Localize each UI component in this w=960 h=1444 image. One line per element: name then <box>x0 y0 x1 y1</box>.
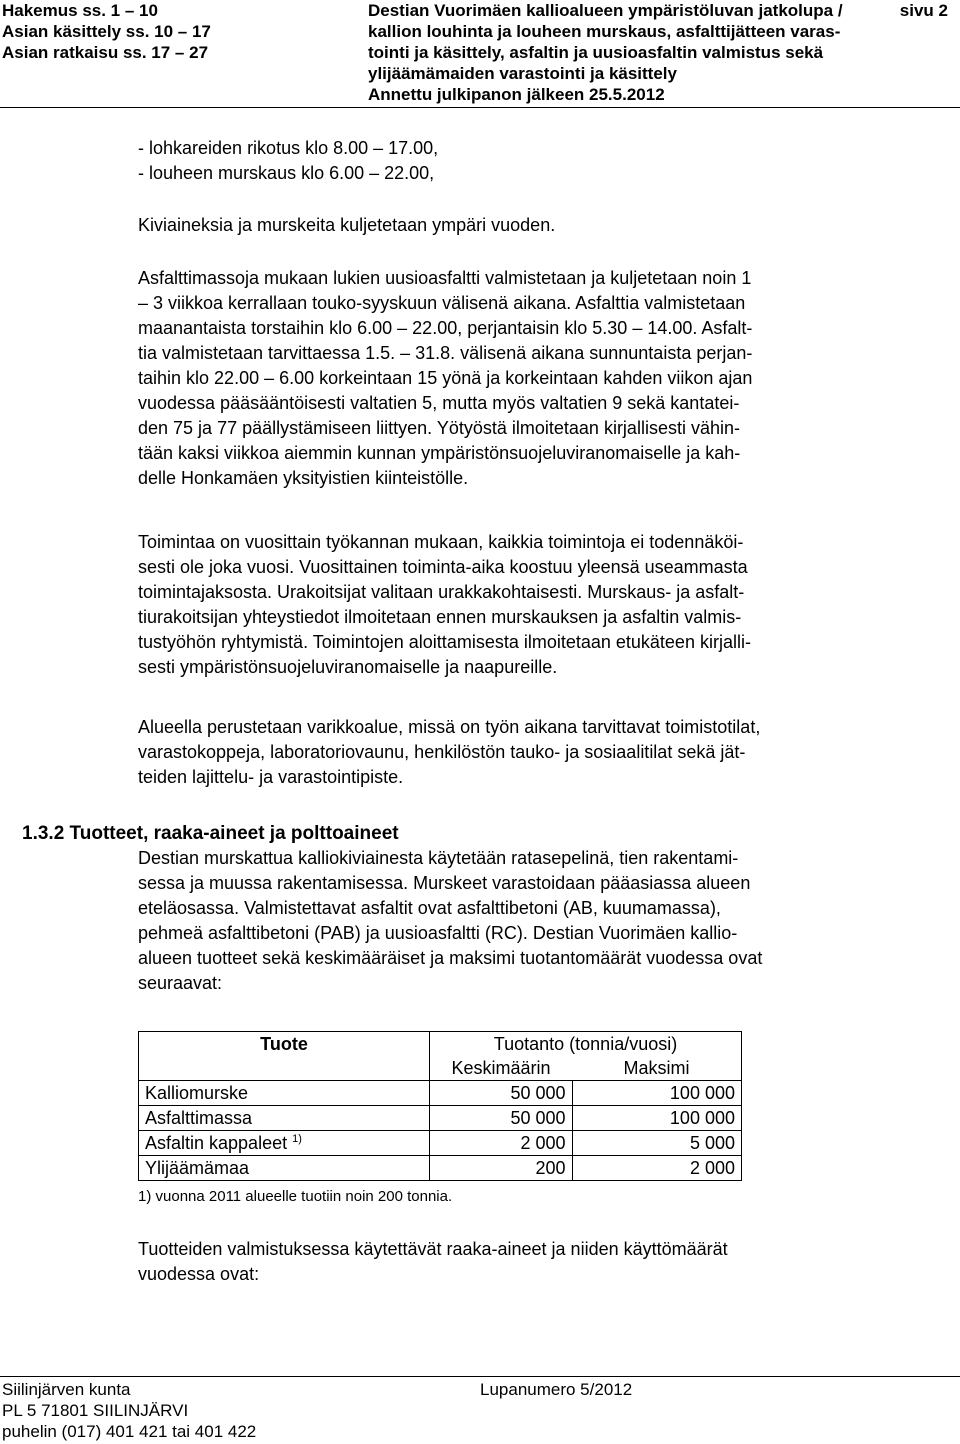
table-header-max: Maksimi <box>572 1056 742 1081</box>
page-number: sivu 2 <box>899 1 948 20</box>
table-subheader-row <box>139 1056 742 1081</box>
section-heading <box>22 821 399 846</box>
header-title-line: Destian Vuorimäen kallioalueen ympäristöluvan jatkolupa / <box>368 1 843 20</box>
footer-line: PL 5 71801 SIILINJÄRVI <box>2 1401 189 1420</box>
table-header-production: Tuotanto (tonnia/vuosi) <box>430 1032 742 1057</box>
table-cell-avg: 50 000 <box>430 1106 573 1131</box>
header-title-line: kallion louhinta ja louheen murskaus, asfalttijätteen varas- <box>368 22 841 41</box>
paragraph-line: – 3 viikkoa kerrallaan touko-syyskuun välisenä aikana. Asfalttia valmistetaan <box>138 293 746 313</box>
paragraph-asphalt <box>138 266 938 491</box>
paragraph-line: toimintajaksosta. Urakoitsijat valitaan urakkakohtaisesti. Murskaus- ja asfalt- <box>138 582 745 602</box>
header-section-line: Asian käsittely ss. 10 – 17 <box>2 22 211 41</box>
production-table <box>138 1031 742 1181</box>
product-name: Asfalttimassa <box>145 1108 253 1128</box>
table-cell-avg: 2 000 <box>430 1131 573 1156</box>
paragraph-line: sessa ja muussa rakentamisessa. Murskeet varastoidaan pääasiassa alueen <box>138 873 751 893</box>
table-row <box>139 1081 742 1106</box>
table-header-avg: Keskimäärin <box>430 1056 573 1081</box>
paragraph-line: alueen tuotteet sekä keskimääräiset ja maksimi tuotantomäärät vuodessa ovat <box>138 948 763 968</box>
paragraph-line: sesti ympäristönsuojeluviranomaiselle ja naapureille. <box>138 657 558 677</box>
footnote-marker: 1) <box>292 1133 302 1145</box>
table-cell-max: 5 000 <box>572 1131 742 1156</box>
paragraph-transport <box>138 213 938 238</box>
paragraph-line: seuraavat: <box>138 973 223 993</box>
paragraph-line: Kiviaineksia ja murskeita kuljetetaan ympäri vuoden. <box>138 215 556 235</box>
paragraph-line: tia valmistetaan tarvittaessa 1.5. – 31.8. välisenä aikana sunnuntaista perjan- <box>138 343 753 363</box>
list-item: - louheen murskaus klo 6.00 – 22.00, <box>138 163 435 183</box>
paragraph-line: tään kaksi viikkoa aiemmin kunnan ympäristönsuojeluviranomaiselle ja kah- <box>138 443 741 463</box>
paragraph-line: Toimintaa on vuosittain työkannan mukaan, kaikkia toimintoja ei todennäköi- <box>138 532 744 552</box>
product-name: Kalliomurske <box>145 1083 249 1103</box>
permit-number: Lupanumero 5/2012 <box>480 1380 633 1399</box>
header-title-line: Annettu julkipanon jälkeen 25.5.2012 <box>368 85 665 104</box>
table-header-empty <box>139 1056 430 1081</box>
paragraph-line: taihin klo 22.00 – 6.00 korkeintaan 15 yönä ja korkeintaan kahden viikon ajan <box>138 368 753 388</box>
paragraph-line: pehmeä asfalttibetoni (PAB) ja uusioasfaltti (RC). Destian Vuorimäen kallio- <box>138 923 738 943</box>
paragraph-line: den 75 ja 77 päällystämiseen liittyen. Yötyöstä ilmoitetaan kirjallisesti vähin- <box>138 418 740 438</box>
section-title: Tuotteet, raaka-aineet ja polttoaineet <box>69 823 399 844</box>
header-document-sections <box>2 0 211 63</box>
header-title-line: ylijäämämaiden varastointi ja käsittely <box>368 64 677 83</box>
paragraph-operations <box>138 530 938 680</box>
table-footnote: 1) vuonna 2011 alueelle tuotiin noin 200 tonnia. <box>138 1188 453 1205</box>
footer-contact <box>2 1379 256 1442</box>
footer-line: puhelin (017) 401 421 tai 401 422 <box>2 1422 257 1441</box>
table-cell-max: 2 000 <box>572 1156 742 1181</box>
table-row <box>139 1106 742 1131</box>
footer-divider <box>0 1376 960 1377</box>
table-header-product: Tuote <box>139 1032 430 1057</box>
header-divider <box>0 107 960 108</box>
table-cell-product <box>139 1131 430 1156</box>
table-row <box>139 1131 742 1156</box>
paragraph-line: varastokoppeja, laboratoriovaunu, henkilöstön tauko- ja sosiaalitilat sekä jät- <box>138 742 746 762</box>
table-cell-product <box>139 1156 430 1181</box>
table-cell-avg: 200 <box>430 1156 573 1181</box>
list-item: - lohkareiden rikotus klo 8.00 – 17.00, <box>138 138 439 158</box>
paragraph-line: maanantaista torstaihin klo 6.00 – 22.00, perjantaisin klo 5.30 – 14.00. Asfalt- <box>138 318 753 338</box>
table-header-row <box>139 1032 742 1057</box>
paragraph-products <box>138 846 938 996</box>
header-section-line: Hakemus ss. 1 – 10 <box>2 1 158 20</box>
product-name: Ylijäämämaa <box>145 1158 250 1178</box>
table-cell-product <box>139 1106 430 1131</box>
paragraph-line: eteläosassa. Valmistettavat asfaltit ovat asfalttibetoni (AB, kuumamassa), <box>138 898 721 918</box>
paragraph-line: vuodessa ovat: <box>138 1264 260 1284</box>
product-name: Asfaltin kappaleet <box>145 1133 288 1153</box>
paragraph-line: tustyöhön ryhtymistä. Toimintojen aloittamisesta ilmoitetaan etukäteen kirjalli- <box>138 632 751 652</box>
footer-line: Siilinjärven kunta <box>2 1380 131 1399</box>
section-number: 1.3.2 <box>22 823 65 844</box>
paragraph-raw-materials <box>138 1237 938 1287</box>
paragraph-depot <box>138 715 938 790</box>
table-row <box>139 1156 742 1181</box>
paragraph-line: delle Honkamäen yksityistien kiinteistölle. <box>138 468 469 488</box>
paragraph-line: Tuotteiden valmistuksessa käytettävät raaka-aineet ja niiden käyttömäärät <box>138 1239 728 1259</box>
paragraph-line: teiden lajittelu- ja varastointipiste. <box>138 767 404 787</box>
paragraph-line: Asfalttimassoja mukaan lukien uusioasfaltti valmistetaan ja kuljetetaan noin 1 <box>138 268 752 288</box>
table-cell-max: 100 000 <box>572 1081 742 1106</box>
paragraph-line: Alueella perustetaan varikkoalue, missä on työn aikana tarvittavat toimistotilat, <box>138 717 761 737</box>
table-cell-max: 100 000 <box>572 1106 742 1131</box>
header-document-title <box>368 0 898 105</box>
paragraph-line: Destian murskattua kalliokiviainesta käytetään ratasepelinä, tien rakentami- <box>138 848 739 868</box>
table-cell-product <box>139 1081 430 1106</box>
table-cell-avg: 50 000 <box>430 1081 573 1106</box>
schedule-list <box>138 136 938 186</box>
paragraph-line: tiurakoitsijan yhteystiedot ilmoitetaan ennen murskauksen ja asfaltin valmis- <box>138 607 742 627</box>
header-title-line: tointi ja käsittely, asfaltin ja uusioasfaltin valmistus sekä <box>368 43 824 62</box>
header-section-line: Asian ratkaisu ss. 17 – 27 <box>2 43 209 62</box>
paragraph-line: vuodessa pääsääntöisesti valtatien 5, mutta myös valtatien 9 sekä kantatei- <box>138 393 740 413</box>
paragraph-line: sesti ole joka vuosi. Vuosittainen toiminta-aika koostuu yleensä useammasta <box>138 557 748 577</box>
